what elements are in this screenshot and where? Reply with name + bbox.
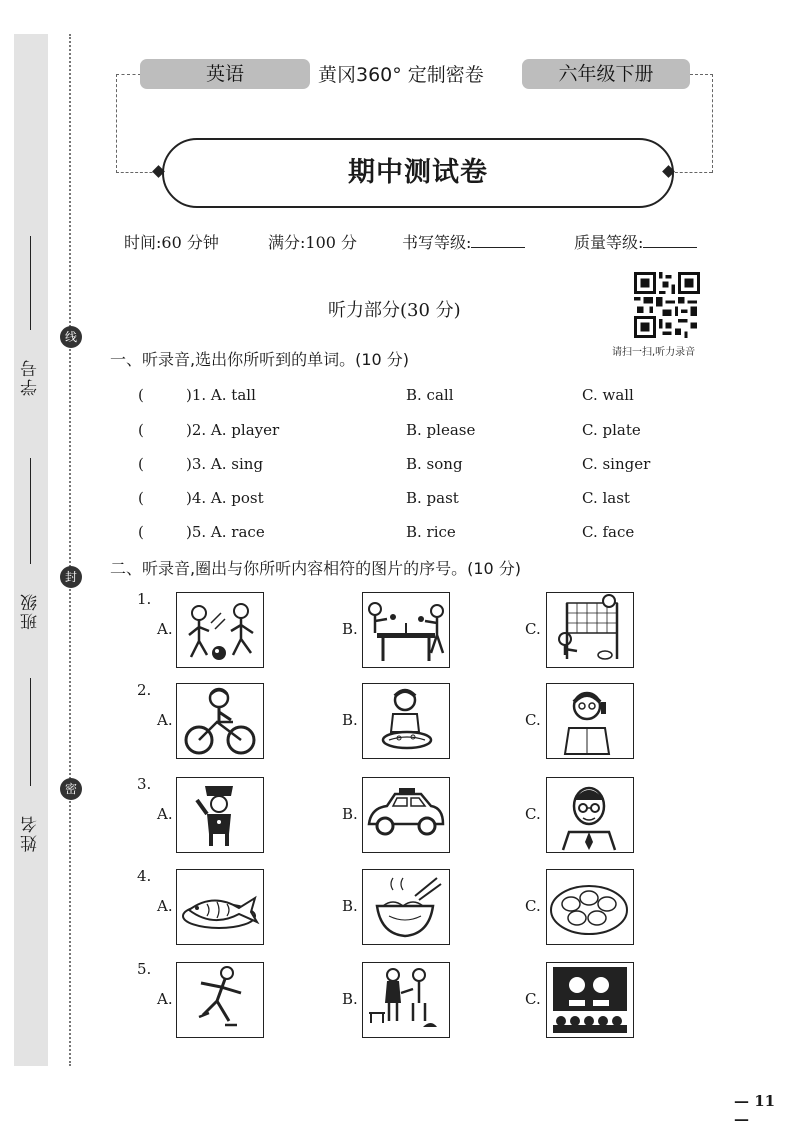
quality-grade-label: 质量等级:	[574, 233, 644, 252]
boy-phone-picture[interactable]	[546, 683, 634, 759]
writing-grade-label: 书写等级:	[402, 233, 472, 252]
grade-pill: 六年级下册	[522, 59, 690, 89]
option-b: B. call	[406, 386, 454, 404]
header-frame-right-bottom	[670, 172, 712, 173]
option-c-label[interactable]: C.	[525, 711, 541, 729]
dumplings-plate-icon	[547, 870, 633, 944]
name-label: 姓名	[21, 814, 41, 852]
subject-pill: 英语	[140, 59, 310, 89]
question-number: 5.	[137, 960, 152, 978]
option-c-label[interactable]: C.	[525, 897, 541, 915]
taxi-picture[interactable]	[362, 777, 450, 853]
qr-code-icon[interactable]	[634, 272, 700, 338]
part1-title: 一、听录音,选出你所听到的单词。(10 分)	[110, 350, 410, 369]
option-c: C. singer	[582, 455, 651, 473]
option-a: )3. A. sing	[186, 455, 264, 473]
answer-paren[interactable]: (	[138, 455, 144, 473]
question-number: 4.	[137, 867, 152, 885]
brand-label: 黄冈360° 定制密卷	[318, 64, 484, 86]
police-officer-picture[interactable]	[176, 777, 264, 853]
option-b-label[interactable]: B.	[342, 897, 358, 915]
soccer-players-icon	[177, 593, 263, 667]
option-a: )1. A. tall	[186, 386, 256, 404]
listening-heading: 听力部分(30 分)	[328, 300, 461, 321]
option-b-label[interactable]: B.	[342, 805, 358, 823]
time-info: 时间:60 分钟	[124, 233, 219, 252]
option-a: )4. A. post	[186, 489, 264, 507]
taxi-icon	[363, 778, 449, 852]
part2-title: 二、听录音,圈出与你所听内容相符的图片的序号。(10 分)	[110, 559, 522, 578]
boy-washing-picture[interactable]	[362, 683, 450, 759]
question-number: 1.	[137, 590, 152, 608]
cinema-picture[interactable]	[546, 962, 634, 1038]
full-score-info: 满分:100 分	[268, 233, 358, 252]
police-officer-icon	[177, 778, 263, 852]
table-tennis-icon	[363, 593, 449, 667]
quality-grade	[574, 230, 697, 253]
student-id-label: 学号	[21, 358, 41, 396]
option-b: B. please	[406, 421, 476, 439]
question-number: 3.	[137, 775, 152, 793]
class-label: 班级	[21, 592, 41, 630]
option-a-label[interactable]: A.	[157, 897, 173, 915]
qr-caption: 请扫一扫,听力录音	[612, 347, 696, 358]
name-field[interactable]	[30, 678, 31, 786]
dumplings-plate-picture[interactable]	[546, 869, 634, 945]
badminton-icon	[547, 593, 633, 667]
fish-dish-picture[interactable]	[176, 869, 264, 945]
option-a-label[interactable]: A.	[157, 620, 173, 638]
skater-icon	[177, 963, 263, 1037]
writing-grade	[402, 230, 525, 253]
option-a-label[interactable]: A.	[157, 805, 173, 823]
question-number: 2.	[137, 681, 152, 699]
answer-paren[interactable]: (	[138, 421, 144, 439]
seal-secret-mark: 密	[60, 778, 82, 800]
student-id-field[interactable]	[30, 236, 31, 330]
binding-strip	[14, 34, 48, 1066]
page-number: — 11 —	[734, 1092, 776, 1128]
boy-washing-icon	[363, 684, 449, 758]
page-title: 期中测试卷	[348, 157, 488, 188]
quality-grade-blank[interactable]	[643, 233, 697, 248]
option-c: C. plate	[582, 421, 641, 439]
boy-phone-icon	[547, 684, 633, 758]
skater-picture[interactable]	[176, 962, 264, 1038]
answer-paren[interactable]: (	[138, 489, 144, 507]
header-frame-left	[116, 74, 141, 173]
option-b-label[interactable]: B.	[342, 990, 358, 1008]
option-b-label[interactable]: B.	[342, 711, 358, 729]
class-field[interactable]	[30, 458, 31, 564]
noodle-bowl-icon	[363, 870, 449, 944]
header-frame-right	[690, 74, 713, 173]
seal-line-mark: 线	[60, 326, 82, 348]
cut-line	[69, 34, 71, 1066]
option-c: C. last	[582, 489, 630, 507]
option-c-label[interactable]: C.	[525, 805, 541, 823]
seal-seal-mark: 封	[60, 566, 82, 588]
option-c: C. face	[582, 523, 635, 541]
table-tennis-picture[interactable]	[362, 592, 450, 668]
option-a: )2. A. player	[186, 421, 280, 439]
option-b: B. past	[406, 489, 459, 507]
answer-paren[interactable]: (	[138, 386, 144, 404]
option-a-label[interactable]: A.	[157, 711, 173, 729]
fish-dish-icon	[177, 870, 263, 944]
man-glasses-icon	[547, 778, 633, 852]
option-a-label[interactable]: A.	[157, 990, 173, 1008]
couple-walking-icon	[363, 963, 449, 1037]
answer-paren[interactable]: (	[138, 523, 144, 541]
option-c-label[interactable]: C.	[525, 620, 541, 638]
man-glasses-picture[interactable]	[546, 777, 634, 853]
soccer-players-picture[interactable]	[176, 592, 264, 668]
boy-cycling-icon	[177, 684, 263, 758]
writing-grade-blank[interactable]	[471, 233, 525, 248]
noodle-bowl-picture[interactable]	[362, 869, 450, 945]
option-b-label[interactable]: B.	[342, 620, 358, 638]
badminton-picture[interactable]	[546, 592, 634, 668]
cinema-icon	[547, 963, 633, 1037]
option-b: B. song	[406, 455, 463, 473]
couple-walking-picture[interactable]	[362, 962, 450, 1038]
option-b: B. rice	[406, 523, 456, 541]
option-c-label[interactable]: C.	[525, 990, 541, 1008]
option-c: C. wall	[582, 386, 634, 404]
option-a: )5. A. race	[186, 523, 265, 541]
boy-cycling-picture[interactable]	[176, 683, 264, 759]
